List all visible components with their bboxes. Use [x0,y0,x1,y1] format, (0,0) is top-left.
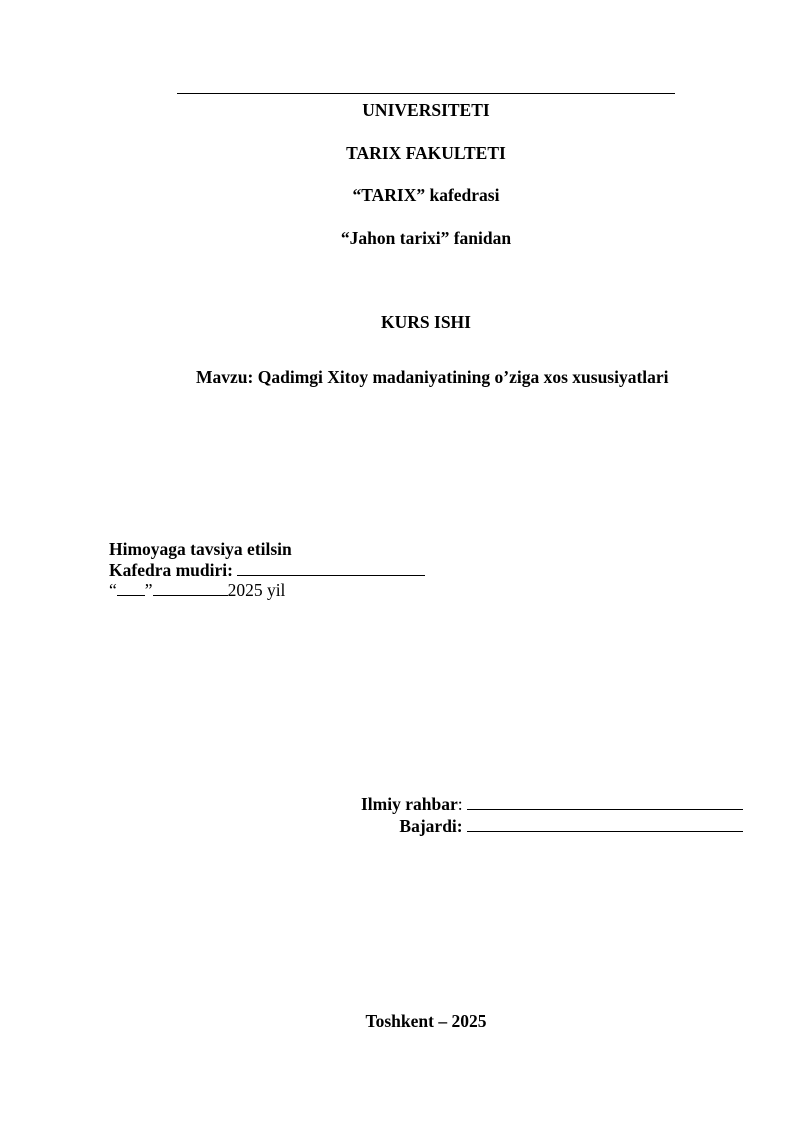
author-signature-blank [467,816,743,832]
author-line [399,816,743,836]
head-of-department-label: Kafedra mudiri: [109,560,233,580]
supervisor-line [361,794,743,814]
date-year: 2025 yil [227,580,286,600]
university-title: UNIVERSITETI [362,100,490,120]
topic-label: Mavzu: [196,367,254,387]
approval-recommendation: Himoyaga tavsiya etilsin [109,539,292,559]
supervisor-signature-blank [467,794,743,810]
supervisor-label: Ilmiy rahbar [361,794,458,814]
topic-text: Qadimgi Xitoy madaniyatining o’ziga xos xususiyatlari [257,367,669,387]
university-name-blank-line [177,93,675,94]
head-of-department-line [109,560,425,580]
date-month-blank [153,580,228,596]
approval-date-line [109,580,285,600]
author-label: Bajardi: [399,816,463,836]
city-year-footer: Toshkent – 2025 [365,1011,487,1031]
topic-line [196,367,669,387]
subject-title: “Jahon tarixi” fanidan [340,228,512,248]
faculty-title: TARIX FAKULTETI [346,143,506,163]
supervisor-colon: : [457,794,463,814]
department-title: “TARIX” kafedrasi [352,185,500,205]
work-type-title: KURS ISHI [381,312,471,332]
date-open-quote: “ [109,580,117,600]
date-close-quote: ” [144,580,153,600]
date-day-blank [117,580,145,596]
head-of-department-signature-blank [237,560,425,576]
